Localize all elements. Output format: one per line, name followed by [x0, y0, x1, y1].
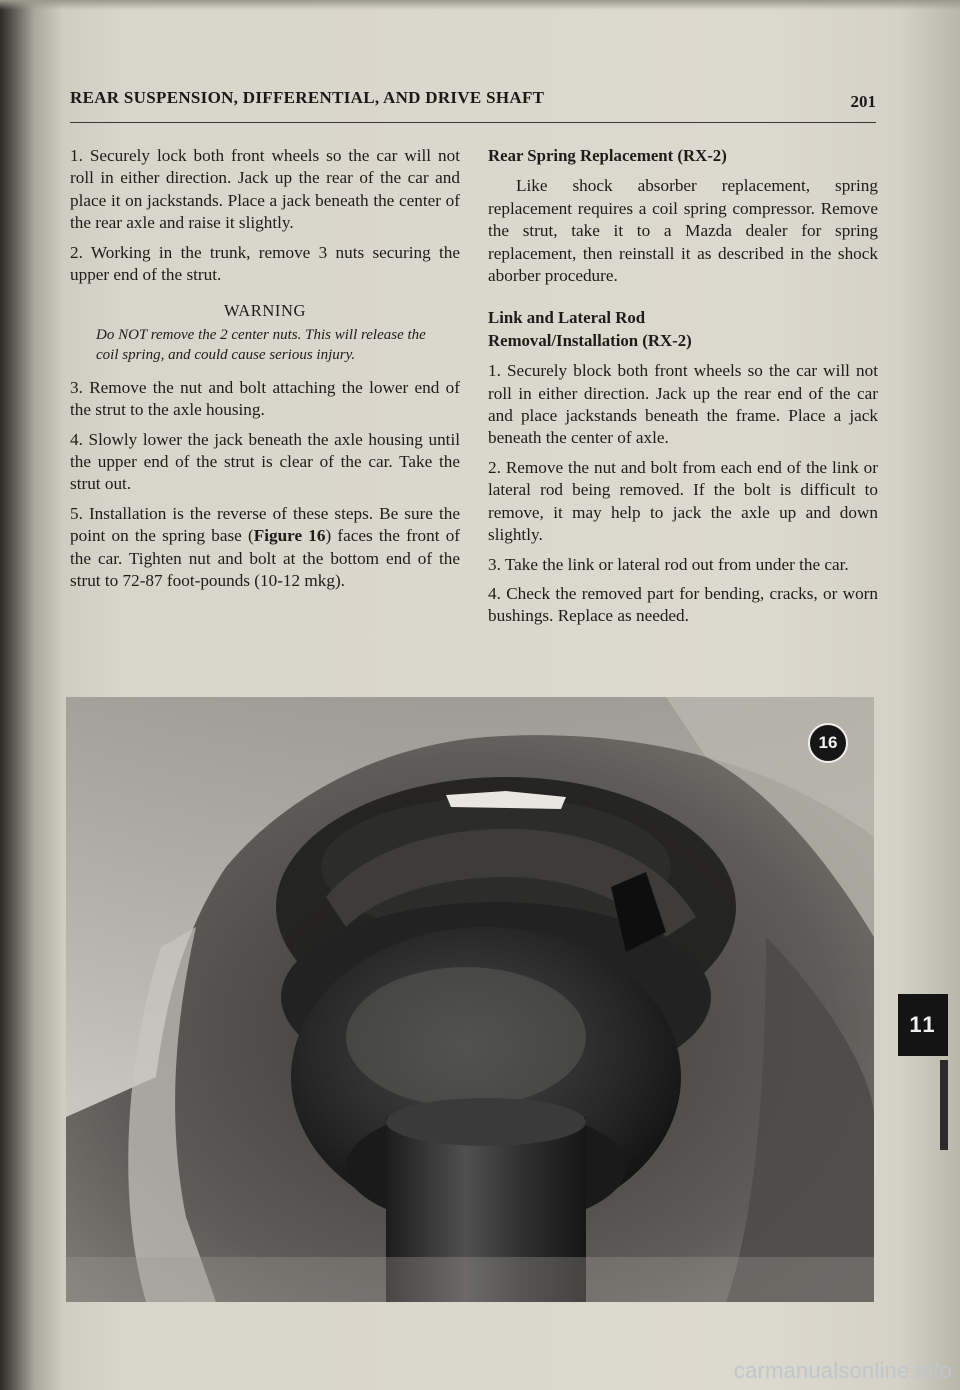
- step-2: 2. Working in the trunk, remove 3 nuts securing the upper end of the strut.: [70, 242, 460, 285]
- right-column: [488, 145, 878, 635]
- left-column: [70, 145, 460, 600]
- strut-spring-base-photo: [66, 697, 874, 1302]
- page-top-shadow: [0, 0, 960, 10]
- section-heading-spring: Rear Spring Replacement (RX-2): [488, 146, 727, 165]
- warning-box: [96, 300, 434, 364]
- section-heading-link-line2: Removal/Installation (RX-2): [488, 330, 692, 350]
- link-step-4: 4. Check the removed part for bending, cracks, or worn bushings. Replace as needed.: [488, 583, 878, 626]
- spring-paragraph: Like shock absorber replacement, spring replacement requires a coil spring compressor. Remove the strut, take it to a Mazda dealer for spring replacement, then reinstall it as described in the shock aborber procedure.: [488, 176, 878, 286]
- step-5-text-b: ) faces the front of the car. Tighten nut and bolt at the bottom end of the strut to 72-87 foot-pounds (10-12 mkg).: [70, 526, 461, 591]
- warning-text: Do NOT remove the 2 center nuts. This will release the coil spring, and could cause serious injury.: [96, 326, 426, 363]
- page-header: [70, 82, 876, 123]
- chapter-thumb-tab: 11: [898, 994, 948, 1056]
- running-head: REAR SUSPENSION, DIFFERENTIAL, AND DRIVE SHAFT: [70, 88, 545, 107]
- step-4: 4. Slowly lower the jack beneath the axle housing until the upper end of the strut is clear of the car. Take the strut out.: [70, 429, 460, 494]
- link-step-1: 1. Securely block both front wheels so the car will not roll in either direction. Jack up the rear end of the car and place jackstands beneath the frame. Place a jack beneath the center of axle.: [488, 361, 878, 448]
- section-heading-link: [488, 307, 878, 352]
- page-number: 201: [850, 92, 876, 111]
- warning-title: WARNING: [223, 301, 307, 321]
- step-3: 3. Remove the nut and bolt attaching the lower end of the strut to the axle housing.: [70, 377, 460, 420]
- figure-photo: [66, 697, 874, 1302]
- link-step-3: 3. Take the link or lateral rod out from under the car.: [488, 554, 849, 574]
- section-heading-link-line1: Link and Lateral Rod: [488, 308, 646, 328]
- page-edge-mark: [940, 1060, 948, 1150]
- figure-number-badge: 16: [808, 723, 848, 763]
- figure-reference: Figure 16: [253, 526, 326, 546]
- step-5-text-a: 5. Installation is the reverse of these steps. Be sure the point on the spring base (: [70, 503, 460, 546]
- step-1: 1. Securely lock both front wheels so the car will not roll in either direction. Jack up the rear of the car and place it on jackstands. Place a jack beneath the center of the rear axle and raise it slightly.: [70, 146, 460, 233]
- step-5: [70, 503, 460, 593]
- link-step-2: 2. Remove the nut and bolt from each end of the link or lateral rod being removed. If the bolt is difficult to remove, it may help to jack the axle up and down slightly.: [488, 457, 878, 545]
- watermark: carmanualsonline.info: [733, 1358, 952, 1383]
